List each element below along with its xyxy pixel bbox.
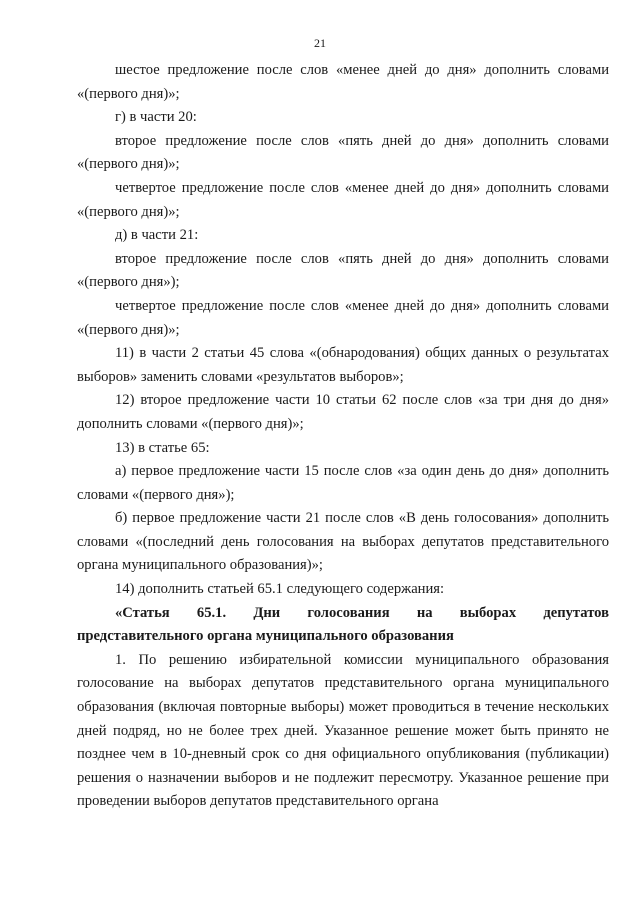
article-heading-line2: представительного органа муниципального образования [77,628,454,645]
paragraph-fourth-sentence-21: четвертое предложение после слов «менее дней до дня» дополнить словами «(первого дня)»; [77,297,609,338]
paragraph-item-g: г) в части 20: [115,109,197,126]
paragraph-fourth-sentence-20: четвертое предложение после слов «менее дней до дня» дополнить словами «(первого дня)»; [77,179,609,220]
paragraph-item-b: б) первое предложение части 21 после слов «В день голосования» дополнить словами «(последний день голосования на выборах депутатов представительного органа муниципального образования)»; [77,510,609,574]
paragraph-item-a: а) первое предложение части 15 после слов «за один день до дня» дополнить словами «(первого дня»); [77,463,609,503]
paragraph-item-11: 11) в части 2 статьи 45 слова «(обнародования) общих данных о результатах выборов» заменить словами «результатов выборов»; [77,345,609,385]
paragraph-item-12: 12) второе предложение части 10 статьи 62 после слов «за три дня до дня» дополнить словами «(первого дня)»; [77,392,609,432]
paragraph-item-d: д) в части 21: [115,227,199,244]
page-number: 21 [314,36,326,50]
paragraph-second-sentence-20: второе предложение после слов «пять дней до дня» дополнить словами «(первого дня)»; [77,132,609,173]
paragraph-sixth-sentence: шестое предложение после слов «менее дней до дня» дополнить словами «(первого дня)»; [77,62,609,102]
paragraph-item-13: 13) в статье 65: [115,439,210,456]
document-body [77,59,609,814]
article-heading-line1 [77,602,609,626]
article-paragraph-1: 1. По решению избирательной комиссии муниципального образования голосование на выборах депутатов представительного органа муниципального образования (включая повторные выборы) может проводиться в течение нескольких дней подряд, но не более трех дней. Указанное решение может быть принято не позднее чем в 10-дневный срок со дня официального опубликования (публикации) решения о назначении выборов и не подлежит пересмотру. Указанное решение при проведении выборов депутатов представительного органа [77,651,609,810]
paragraph-item-14: 14) дополнить статьей 65.1 следующего содержания: [115,581,445,598]
article-heading-text: «Статья 65.1. Дни голосования на выборах депутатов [115,604,609,621]
paragraph-second-sentence-21: второе предложение после слов «пять дней до дня» дополнить словами «(первого дня»); [77,250,609,291]
